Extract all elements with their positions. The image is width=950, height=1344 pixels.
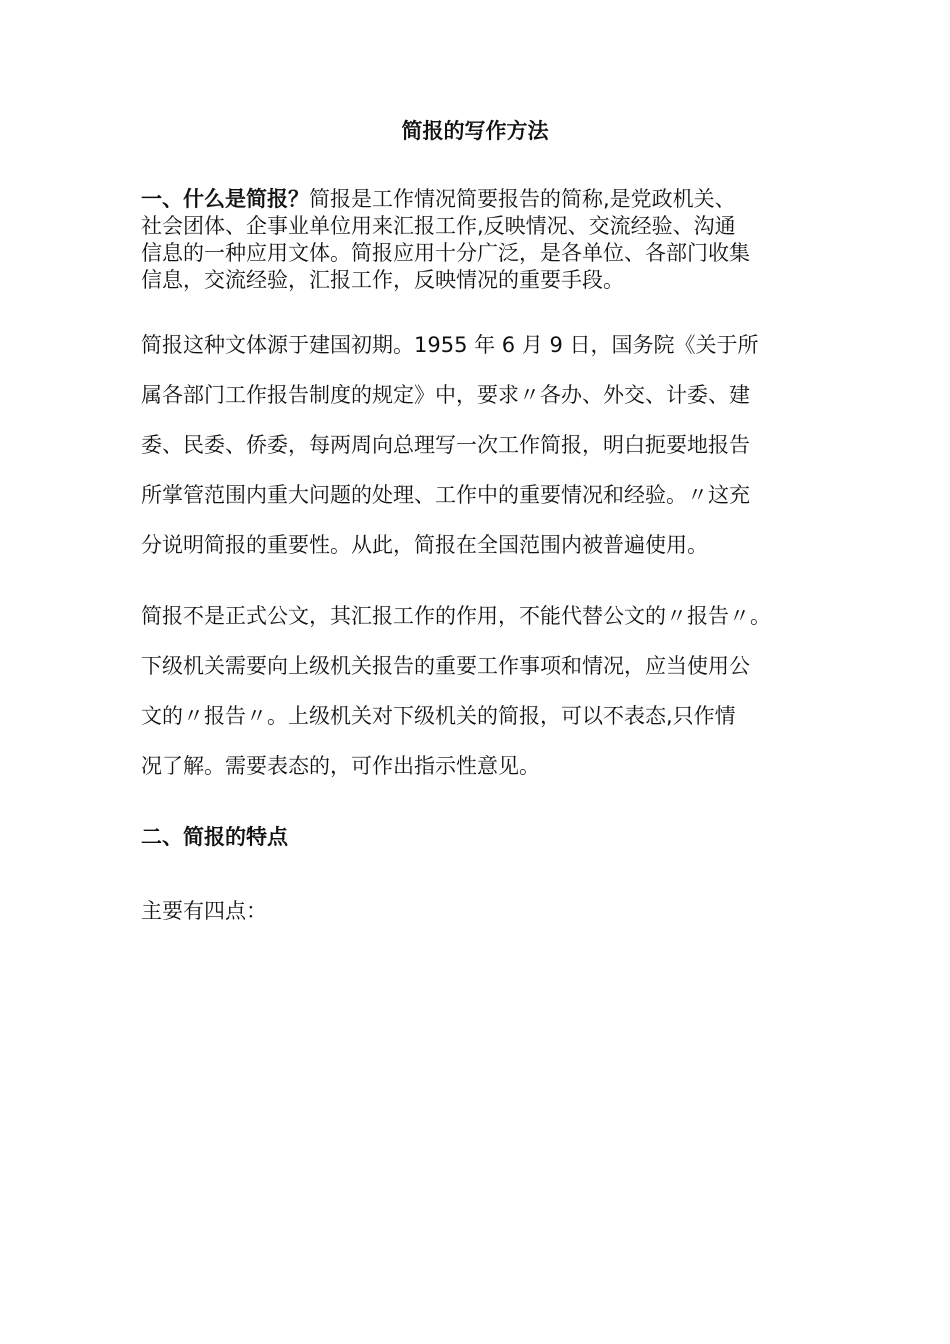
section2-heading: 二、简报的特点 xyxy=(141,825,288,849)
section1-text-line: 简报是工作情况简要报告的简称,是党政机关、 xyxy=(309,187,736,211)
paragraph2-line: 分说明简报的重要性。从此，简报在全国范围内被普遍使用。 xyxy=(141,533,708,557)
paragraph2-line: 简报这种文体源于建国初期。1955 年 6 月 9 日，国务院《关于所 xyxy=(141,333,759,357)
section2-intro: 主要有四点： xyxy=(141,899,267,923)
section1-text-line: 社会团体、企事业单位用来汇报工作,反映情况、交流经验、沟通 xyxy=(141,214,736,238)
paragraph3-line: 下级机关需要向上级机关报告的重要工作事项和情况，应当使用公 xyxy=(141,654,750,678)
section1-text-line: 信息，交流经验，汇报工作，反映情况的重要手段。 xyxy=(141,268,624,292)
paragraph2-line: 所掌管范围内重大问题的处理、工作中的重要情况和经验。〃这充 xyxy=(141,483,750,507)
paragraph3-line: 况了解。需要表态的，可作出指示性意见。 xyxy=(141,754,540,778)
document-title: 简报的写作方法 xyxy=(401,119,549,143)
section1-heading: 一、什么是简报？ xyxy=(141,187,309,211)
section1-text-line: 信息的一种应用文体。简报应用十分广泛，是各单位、各部门收集 xyxy=(141,241,750,265)
paragraph2-line: 委、民委、侨委，每两周向总理写一次工作简报，明白扼要地报告 xyxy=(141,433,750,457)
section1-first-line xyxy=(141,184,736,214)
paragraph2-line: 属各部门工作报告制度的规定》中，要求〃各办、外交、计委、建 xyxy=(141,383,750,407)
paragraph3-line: 文的〃报告〃。上级机关对下级机关的简报，可以不表态,只作情 xyxy=(141,704,736,728)
paragraph3-line: 简报不是正式公文，其汇报工作的作用，不能代替公文的〃报告〃。 xyxy=(141,604,771,628)
